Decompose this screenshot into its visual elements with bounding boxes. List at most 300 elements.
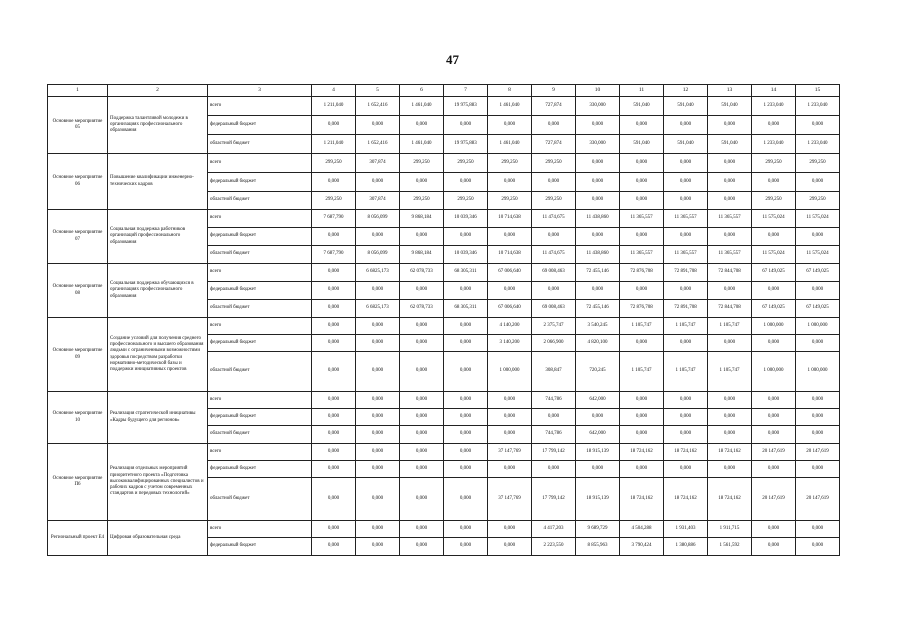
measure-label: Региональный проект Е4: [48, 521, 108, 556]
value-cell: 0,000: [752, 173, 796, 192]
value-cell: 0,000: [796, 282, 840, 300]
value-cell: 11 365,557: [620, 210, 664, 228]
value-cell: 11 365,557: [664, 210, 708, 228]
value-cell: 0,000: [532, 282, 576, 300]
value-cell: 2 375,747: [532, 318, 576, 335]
value-cell: 18 724,162: [664, 478, 708, 521]
value-cell: 591,040: [708, 97, 752, 116]
value-cell: 7 687,790: [312, 210, 356, 228]
value-cell: 0,000: [488, 426, 532, 444]
value-cell: 4 820,100: [576, 335, 620, 352]
value-cell: 0,000: [664, 335, 708, 352]
value-cell: 0,000: [312, 264, 356, 282]
value-cell: 591,040: [664, 97, 708, 116]
value-cell: 0,000: [400, 335, 444, 352]
value-cell: 299,250: [488, 154, 532, 173]
value-cell: 1 931,403: [664, 521, 708, 538]
value-cell: 72 844,708: [708, 300, 752, 318]
value-cell: 37 147,769: [488, 444, 532, 461]
value-cell: 62 078,733: [400, 300, 444, 318]
value-cell: 69 008,463: [532, 264, 576, 282]
value-cell: 0,000: [664, 282, 708, 300]
budget-category: всего: [208, 210, 312, 228]
value-cell: 67 006,640: [488, 300, 532, 318]
value-cell: 11 438,860: [576, 210, 620, 228]
value-cell: 10 039,346: [444, 210, 488, 228]
value-cell: 11 474,675: [532, 246, 576, 264]
value-cell: 0,000: [312, 282, 356, 300]
value-cell: 0,000: [576, 154, 620, 173]
value-cell: 67 149,025: [752, 300, 796, 318]
column-header: 4: [312, 85, 356, 97]
measure-label: Основное мероприятие 06: [48, 154, 108, 210]
column-header: 11: [620, 85, 664, 97]
table-row: [48, 154, 840, 173]
value-cell: 1 000,000: [796, 318, 840, 335]
value-cell: 1 461,040: [488, 97, 532, 116]
value-cell: 72 891,708: [664, 300, 708, 318]
value-cell: 307,874: [356, 192, 400, 210]
value-cell: 642,000: [576, 426, 620, 444]
budget-category: федеральный бюджет: [208, 282, 312, 300]
column-header: 6: [400, 85, 444, 97]
value-cell: 72 891,708: [664, 264, 708, 282]
value-cell: 10 714,638: [488, 246, 532, 264]
value-cell: 0,000: [620, 154, 664, 173]
value-cell: 1 380,886: [664, 538, 708, 556]
value-cell: 18 724,162: [664, 444, 708, 461]
value-cell: 0,000: [708, 192, 752, 210]
value-cell: 20 147,619: [752, 444, 796, 461]
value-cell: 0,000: [488, 228, 532, 246]
value-cell: 0,000: [620, 173, 664, 192]
value-cell: 0,000: [664, 426, 708, 444]
value-cell: 8 056,099: [356, 246, 400, 264]
value-cell: 1 000,000: [488, 352, 532, 392]
column-header: 3: [208, 85, 312, 97]
table-row: [48, 264, 840, 282]
value-cell: 0,000: [444, 352, 488, 392]
value-cell: 0,000: [620, 461, 664, 478]
value-cell: 11 575,024: [752, 210, 796, 228]
column-header: 9: [532, 85, 576, 97]
value-cell: 642,000: [576, 392, 620, 409]
value-cell: 11 575,024: [796, 210, 840, 228]
value-cell: 0,000: [664, 116, 708, 135]
value-cell: 8 855,963: [576, 538, 620, 556]
value-cell: 0,000: [752, 116, 796, 135]
value-cell: 0,000: [752, 461, 796, 478]
value-cell: 0,000: [312, 352, 356, 392]
value-cell: 10 714,638: [488, 210, 532, 228]
value-cell: 0,000: [356, 282, 400, 300]
budget-category: областной бюджет: [208, 300, 312, 318]
value-cell: 0,000: [708, 154, 752, 173]
value-cell: 1 105,747: [708, 318, 752, 335]
value-cell: 0,000: [532, 173, 576, 192]
value-cell: 299,250: [752, 192, 796, 210]
value-cell: 0,000: [488, 173, 532, 192]
value-cell: 0,000: [708, 173, 752, 192]
value-cell: 20 147,619: [752, 478, 796, 521]
value-cell: 299,250: [444, 154, 488, 173]
value-cell: 0,000: [796, 335, 840, 352]
measure-name: Реализация отдельных мероприятий приоритетного проекта «Подготовка высококвалифицированных специалистов и рабочих кадров с учетом современных стандартов и передовых технологий»: [108, 444, 208, 521]
value-cell: 0,000: [752, 282, 796, 300]
value-cell: 1 652,416: [356, 97, 400, 116]
value-cell: 0,000: [400, 318, 444, 335]
value-cell: 11 365,557: [620, 246, 664, 264]
value-cell: 4 504,288: [620, 521, 664, 538]
value-cell: 1 105,747: [620, 352, 664, 392]
value-cell: 0,000: [356, 521, 400, 538]
value-cell: 0,000: [444, 478, 488, 521]
value-cell: 18 915,139: [576, 444, 620, 461]
value-cell: 0,000: [312, 173, 356, 192]
value-cell: 9 689,729: [576, 521, 620, 538]
value-cell: 18 724,162: [708, 478, 752, 521]
value-cell: 11 438,860: [576, 246, 620, 264]
value-cell: 9 868,184: [400, 210, 444, 228]
value-cell: 68 305,311: [444, 300, 488, 318]
value-cell: 0,000: [796, 521, 840, 538]
value-cell: 0,000: [400, 352, 444, 392]
value-cell: 0,000: [400, 426, 444, 444]
value-cell: 0,000: [356, 392, 400, 409]
value-cell: 72 455,146: [576, 264, 620, 282]
measure-name: Создание условий для получения среднего профессионального и высшего образования людьми с ограниченными возможностями здоровья посредством разработки нормативно-методической базы и поддержки инициативных проектов: [108, 318, 208, 392]
budget-category: областной бюджет: [208, 192, 312, 210]
value-cell: 67 149,025: [752, 264, 796, 282]
value-cell: 11 575,024: [752, 246, 796, 264]
value-cell: 0,000: [532, 116, 576, 135]
value-cell: 0,000: [312, 538, 356, 556]
value-cell: 0,000: [664, 154, 708, 173]
header-row: [48, 85, 840, 97]
value-cell: 67 006,640: [488, 264, 532, 282]
value-cell: 4 140,200: [488, 318, 532, 335]
value-cell: 299,250: [796, 154, 840, 173]
column-header: 12: [664, 85, 708, 97]
column-header: 1: [48, 85, 108, 97]
value-cell: 0,000: [620, 282, 664, 300]
column-header: 2: [108, 85, 208, 97]
value-cell: 330,000: [576, 135, 620, 154]
value-cell: 0,000: [312, 444, 356, 461]
measure-name: Повышение квалификации инженерно- технических кадров: [108, 154, 208, 210]
value-cell: 0,000: [532, 409, 576, 426]
value-cell: 0,000: [444, 426, 488, 444]
value-cell: 72 844,708: [708, 264, 752, 282]
value-cell: 0,000: [312, 426, 356, 444]
measure-name: Социальная поддержка обучающихся в организациях профессионального образования: [108, 264, 208, 318]
table-row: [48, 392, 840, 409]
value-cell: 19 975,883: [444, 135, 488, 154]
value-cell: 10 039,346: [444, 246, 488, 264]
value-cell: 0,000: [488, 282, 532, 300]
value-cell: 0,000: [356, 228, 400, 246]
column-header: 10: [576, 85, 620, 97]
table-row: [48, 444, 840, 461]
value-cell: 0,000: [620, 116, 664, 135]
value-cell: 0,000: [312, 228, 356, 246]
value-cell: 0,000: [444, 335, 488, 352]
value-cell: 591,040: [620, 135, 664, 154]
value-cell: 727,874: [532, 135, 576, 154]
value-cell: 0,000: [400, 478, 444, 521]
column-header: 13: [708, 85, 752, 97]
budget-category: областной бюджет: [208, 135, 312, 154]
measure-label: Основное мероприятие 08: [48, 264, 108, 318]
value-cell: 0,000: [400, 538, 444, 556]
value-cell: 19 975,883: [444, 97, 488, 116]
value-cell: 0,000: [400, 116, 444, 135]
value-cell: 11 365,557: [664, 246, 708, 264]
value-cell: 0,000: [664, 392, 708, 409]
value-cell: 0,000: [752, 538, 796, 556]
value-cell: 7 687,790: [312, 246, 356, 264]
value-cell: 0,000: [620, 192, 664, 210]
budget-category: всего: [208, 264, 312, 282]
value-cell: 0,000: [488, 116, 532, 135]
value-cell: 0,000: [708, 426, 752, 444]
value-cell: 11 365,557: [708, 210, 752, 228]
budget-category: областной бюджет: [208, 352, 312, 392]
value-cell: 0,000: [664, 461, 708, 478]
measure-label: Основное мероприятие П6: [48, 444, 108, 521]
value-cell: 72 876,708: [620, 300, 664, 318]
value-cell: 2 066,900: [532, 335, 576, 352]
value-cell: 0,000: [444, 173, 488, 192]
value-cell: 0,000: [796, 426, 840, 444]
value-cell: 1 461,040: [400, 135, 444, 154]
value-cell: 1 211,040: [312, 135, 356, 154]
value-cell: 0,000: [312, 461, 356, 478]
value-cell: 3 540,245: [576, 318, 620, 335]
value-cell: 0,000: [444, 444, 488, 461]
budget-table: [47, 84, 840, 556]
value-cell: 0,000: [356, 538, 400, 556]
value-cell: 0,000: [752, 426, 796, 444]
value-cell: 17 799,142: [532, 478, 576, 521]
value-cell: 0,000: [796, 228, 840, 246]
budget-category: федеральный бюджет: [208, 228, 312, 246]
value-cell: 67 149,025: [796, 300, 840, 318]
value-cell: 9 868,184: [400, 246, 444, 264]
value-cell: 0,000: [312, 521, 356, 538]
budget-category: всего: [208, 521, 312, 538]
value-cell: 1 000,000: [796, 352, 840, 392]
value-cell: 0,000: [664, 228, 708, 246]
value-cell: 0,000: [708, 409, 752, 426]
value-cell: 1 105,747: [620, 318, 664, 335]
value-cell: 11 365,557: [708, 246, 752, 264]
value-cell: 299,250: [444, 192, 488, 210]
value-cell: 0,000: [708, 282, 752, 300]
value-cell: 299,250: [400, 192, 444, 210]
budget-category: всего: [208, 318, 312, 335]
value-cell: 0,000: [796, 538, 840, 556]
value-cell: 0,000: [532, 461, 576, 478]
column-header: 5: [356, 85, 400, 97]
value-cell: 299,250: [796, 192, 840, 210]
value-cell: 1 000,000: [752, 318, 796, 335]
value-cell: 2 223,550: [532, 538, 576, 556]
value-cell: 72 455,146: [576, 300, 620, 318]
value-cell: 1 000,000: [752, 352, 796, 392]
value-cell: 20 147,619: [796, 478, 840, 521]
value-cell: 1 911,715: [708, 521, 752, 538]
table-row: [48, 210, 840, 228]
value-cell: 0,000: [488, 409, 532, 426]
value-cell: 727,874: [532, 97, 576, 116]
value-cell: 1 105,747: [664, 352, 708, 392]
value-cell: 0,000: [620, 335, 664, 352]
value-cell: 3 140,200: [488, 335, 532, 352]
value-cell: 0,000: [488, 392, 532, 409]
value-cell: 17 799,142: [532, 444, 576, 461]
value-cell: 0,000: [752, 409, 796, 426]
value-cell: 0,000: [620, 392, 664, 409]
value-cell: 0,000: [576, 116, 620, 135]
measure-label: Основное мероприятие 05: [48, 97, 108, 154]
value-cell: 0,000: [708, 392, 752, 409]
value-cell: 1 652,416: [356, 135, 400, 154]
value-cell: 0,000: [796, 409, 840, 426]
value-cell: 299,250: [312, 192, 356, 210]
value-cell: 20 147,619: [796, 444, 840, 461]
value-cell: 68 305,311: [444, 264, 488, 282]
value-cell: 0,000: [796, 116, 840, 135]
value-cell: 299,250: [532, 192, 576, 210]
table-row: [48, 97, 840, 116]
value-cell: 0,000: [488, 521, 532, 538]
value-cell: 69 008,463: [532, 300, 576, 318]
column-header: 15: [796, 85, 840, 97]
value-cell: 0,000: [664, 409, 708, 426]
budget-category: всего: [208, 97, 312, 116]
value-cell: 0,000: [576, 192, 620, 210]
budget-category: федеральный бюджет: [208, 409, 312, 426]
value-cell: 0,000: [444, 228, 488, 246]
value-cell: 6 6825,173: [356, 264, 400, 282]
value-cell: 0,000: [312, 318, 356, 335]
value-cell: 0,000: [356, 444, 400, 461]
value-cell: 0,000: [620, 228, 664, 246]
value-cell: 1 233,040: [752, 97, 796, 116]
value-cell: 0,000: [488, 461, 532, 478]
measure-name: Цифровая образовательная среда: [108, 521, 208, 556]
table-body: [48, 97, 840, 556]
value-cell: 0,000: [444, 538, 488, 556]
value-cell: 0,000: [532, 228, 576, 246]
value-cell: 0,000: [796, 461, 840, 478]
value-cell: 0,000: [444, 392, 488, 409]
value-cell: 0,000: [708, 335, 752, 352]
value-cell: 11 575,024: [796, 246, 840, 264]
value-cell: 0,000: [752, 521, 796, 538]
measure-name: Реализация стратегической инициативы «Кадры будущего для регионов»: [108, 392, 208, 444]
value-cell: 0,000: [400, 409, 444, 426]
value-cell: 37 147,769: [488, 478, 532, 521]
page-number: 47: [446, 52, 459, 67]
value-cell: 744,786: [532, 392, 576, 409]
value-cell: 1 233,040: [752, 135, 796, 154]
value-cell: 0,000: [400, 282, 444, 300]
value-cell: 591,040: [664, 135, 708, 154]
value-cell: 0,000: [400, 228, 444, 246]
value-cell: 0,000: [356, 116, 400, 135]
value-cell: 0,000: [664, 192, 708, 210]
value-cell: 0,000: [444, 521, 488, 538]
value-cell: 0,000: [576, 409, 620, 426]
value-cell: 0,000: [312, 300, 356, 318]
value-cell: 1 561,592: [708, 538, 752, 556]
measure-name: Поддержка талантливой молодежи в организациях профессионального образования: [108, 97, 208, 154]
budget-category: областной бюджет: [208, 426, 312, 444]
value-cell: 308,847: [532, 352, 576, 392]
value-cell: 299,250: [488, 192, 532, 210]
budget-category: федеральный бюджет: [208, 538, 312, 556]
value-cell: 0,000: [444, 409, 488, 426]
value-cell: 330,000: [576, 97, 620, 116]
value-cell: 8 056,099: [356, 210, 400, 228]
value-cell: 0,000: [576, 282, 620, 300]
value-cell: 0,000: [796, 392, 840, 409]
value-cell: 0,000: [444, 282, 488, 300]
value-cell: 0,000: [708, 228, 752, 246]
value-cell: 0,000: [356, 318, 400, 335]
value-cell: 0,000: [400, 444, 444, 461]
budget-category: федеральный бюджет: [208, 116, 312, 135]
value-cell: 0,000: [752, 228, 796, 246]
value-cell: 720,245: [576, 352, 620, 392]
value-cell: 0,000: [576, 461, 620, 478]
value-cell: 0,000: [400, 521, 444, 538]
budget-category: федеральный бюджет: [208, 173, 312, 192]
value-cell: 0,000: [356, 173, 400, 192]
value-cell: 0,000: [312, 392, 356, 409]
value-cell: 1 233,040: [796, 135, 840, 154]
value-cell: 0,000: [400, 173, 444, 192]
value-cell: 0,000: [444, 318, 488, 335]
budget-category: областной бюджет: [208, 246, 312, 264]
value-cell: 4 417,203: [532, 521, 576, 538]
value-cell: 0,000: [620, 409, 664, 426]
value-cell: 0,000: [796, 173, 840, 192]
value-cell: 11 474,675: [532, 210, 576, 228]
value-cell: 1 211,040: [312, 97, 356, 116]
value-cell: 0,000: [356, 461, 400, 478]
value-cell: 744,786: [532, 426, 576, 444]
budget-category: федеральный бюджет: [208, 461, 312, 478]
value-cell: 1 461,040: [488, 135, 532, 154]
value-cell: 0,000: [752, 335, 796, 352]
value-cell: 0,000: [312, 116, 356, 135]
value-cell: 0,000: [312, 335, 356, 352]
table-row: [48, 521, 840, 538]
budget-category: областной бюджет: [208, 478, 312, 521]
value-cell: 0,000: [664, 173, 708, 192]
value-cell: 67 149,025: [796, 264, 840, 282]
value-cell: 591,040: [708, 135, 752, 154]
budget-category: всего: [208, 444, 312, 461]
value-cell: 0,000: [400, 461, 444, 478]
value-cell: 0,000: [708, 116, 752, 135]
value-cell: 1 233,040: [796, 97, 840, 116]
table-row: [48, 318, 840, 335]
value-cell: 0,000: [356, 409, 400, 426]
